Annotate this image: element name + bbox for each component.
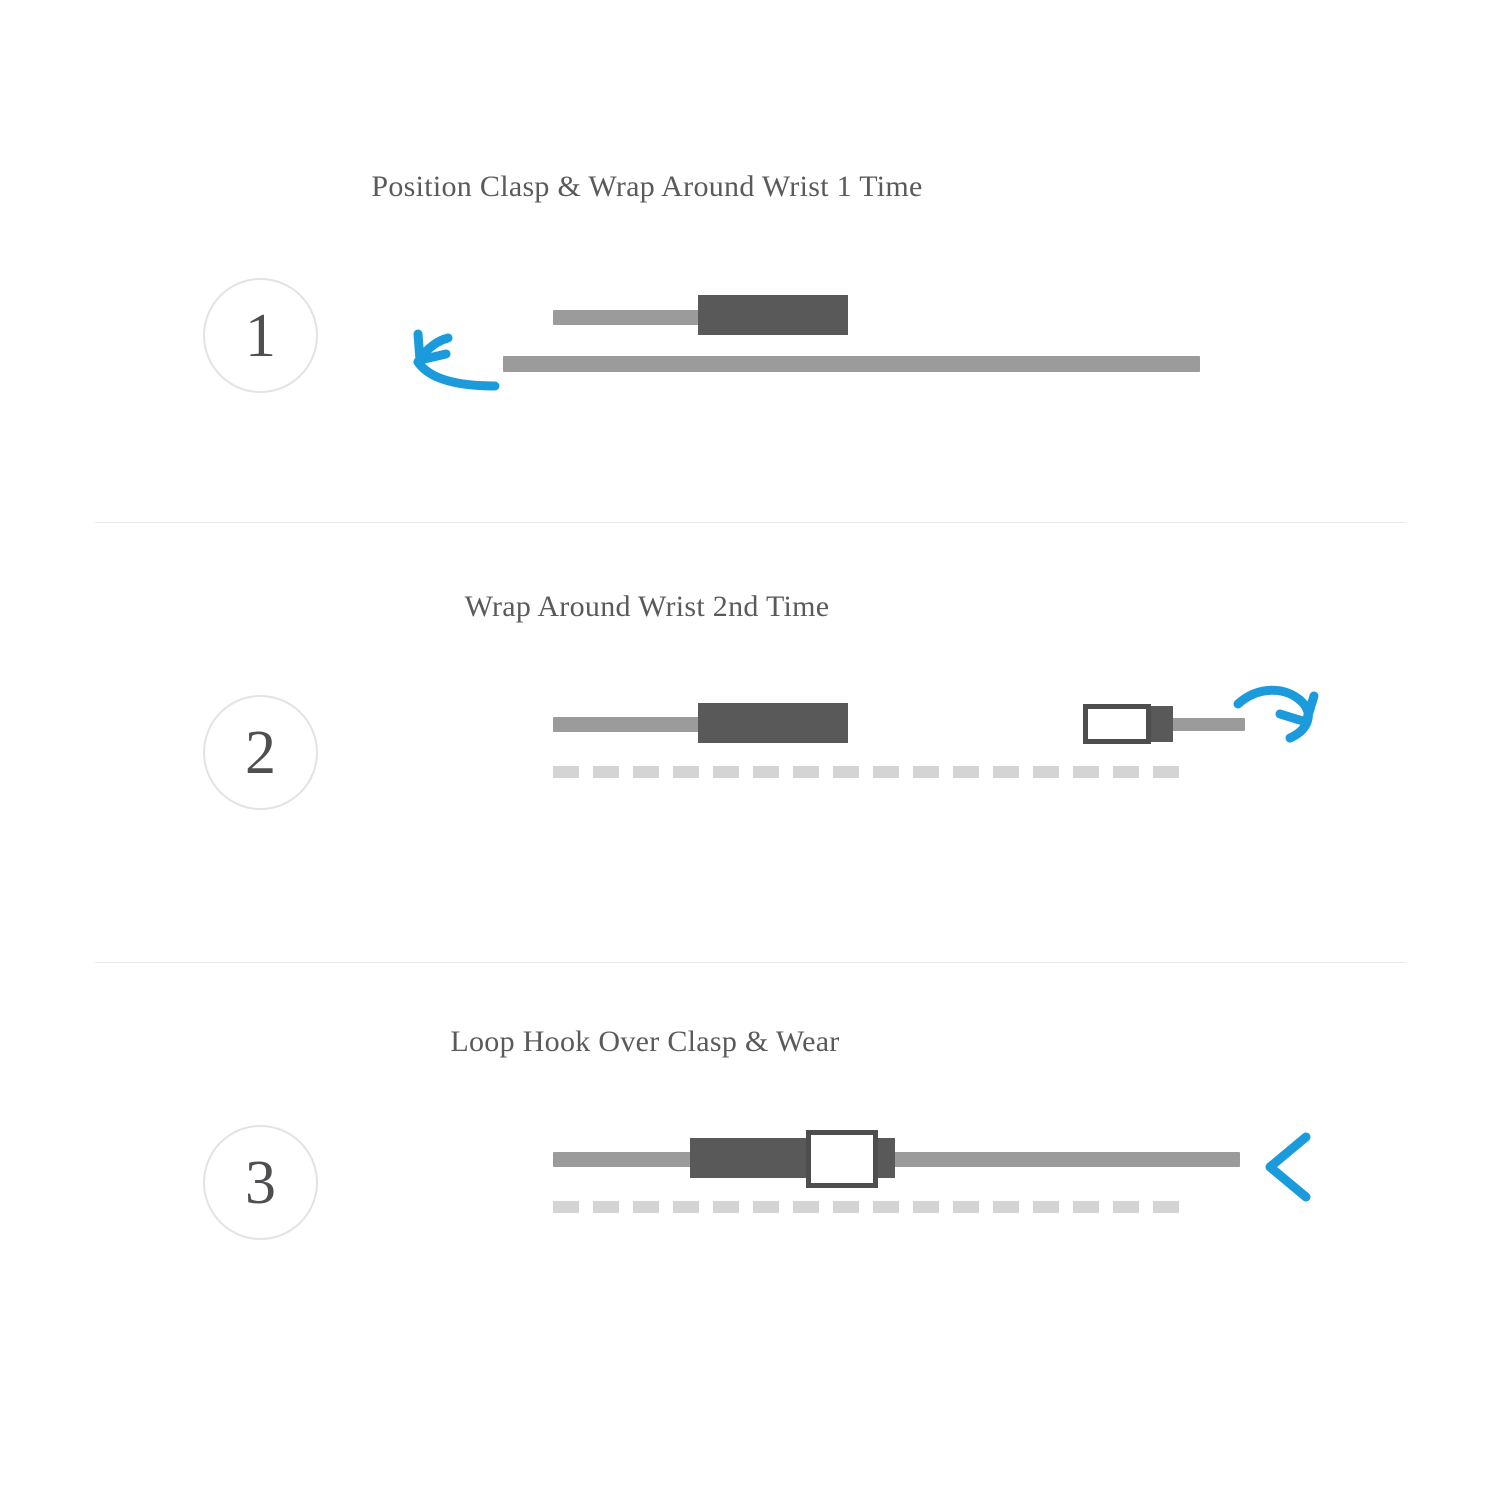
curved-arrow-right-icon	[1228, 682, 1338, 762]
step-2-title: Wrap Around Wrist 2nd Time	[464, 590, 830, 623]
strap-full	[553, 1152, 1240, 1167]
step-3-number-badge	[203, 1125, 318, 1240]
strap-upper	[553, 310, 713, 325]
chevron-left-icon	[1256, 1129, 1326, 1209]
hook-over-clasp	[806, 1130, 878, 1188]
step-1-number-badge	[203, 278, 318, 393]
divider-1	[95, 522, 1405, 523]
step-2	[0, 590, 1500, 920]
step-3-title: Loop Hook Over Clasp & Wear	[450, 1025, 840, 1058]
curved-arrow-up-left-icon	[400, 328, 520, 398]
step-3-number: 3	[245, 1148, 276, 1217]
hook-end	[1083, 704, 1151, 744]
step-1-title: Position Clasp & Wrap Around Wrist 1 Time	[371, 170, 923, 203]
step-2-number: 2	[245, 718, 276, 787]
dashed-wrap-line	[553, 1201, 1193, 1213]
step-3	[0, 1025, 1500, 1355]
divider-2	[95, 962, 1405, 963]
clasp-block	[698, 295, 848, 335]
strap-lower-long	[503, 356, 1200, 372]
step-2-number-badge	[203, 695, 318, 810]
strap-upper	[553, 717, 713, 732]
clasp-block	[698, 703, 848, 743]
dashed-wrap-line	[553, 766, 1193, 778]
step-1	[0, 170, 1500, 520]
step-1-number: 1	[245, 301, 276, 370]
